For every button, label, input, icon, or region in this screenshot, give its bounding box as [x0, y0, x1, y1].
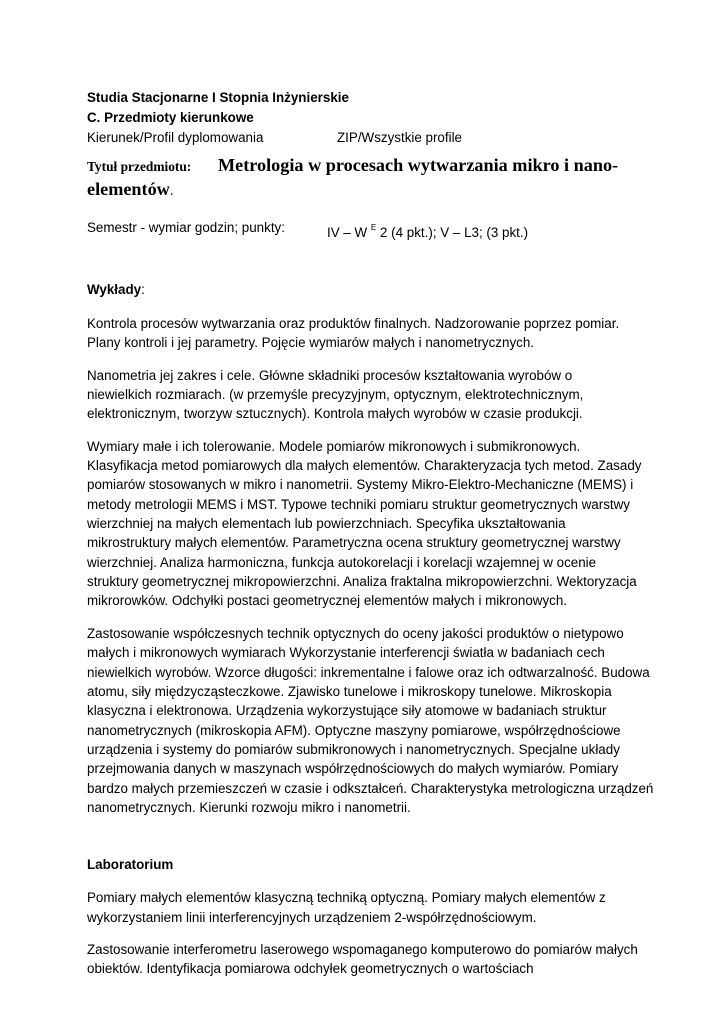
- kierunek-value: ZIP/Wszystkie profile: [337, 130, 463, 145]
- laboratory-heading: Laboratorium: [87, 857, 174, 873]
- course-title: Metrologia w procesach wytwarzania mikro i nano-elementów: [87, 155, 619, 199]
- lecture-paragraph: Zastosowanie współczesnych technik optycznych do oceny jakości produktów o nietypowo małych i mikronowych wymiarach Wykorzystanie interferencji światła w badaniach cech niewielkich wyrobów. Wzorce długości: inkrementalne i falowe oraz ich odtwarzalność. Budowa atomu, siły międzycząsteczkowe. Zjawisko tunelowe i mikroskopy tunelowe. Mikroskopia klasyczna i elektronowa. Urządzenia wykorzystujące siły atomowe w badaniach struktur nanometrycznych (mikroskopia AFM). Optyczne maszyny pomiarowe, współrzędnościowe urządzenia i systemy do pomiarów submikronowych i nanometrycznych. Specjalne układy przejmowania danych w maszynach współrzędnościowych do małych wymiarów. Pomiary bardzo małych przemieszczeń w czasie i odkształceń. Charakterystyka metrologiczna urządzeń nanometrycznych. Kierunki rozwoju mikro i nanometrii.: [87, 625, 654, 815]
- laboratory-paragraph: Pomiary małych elementów klasyczną techniką optyczną. Pomiary małych elementów z wykorzystaniem linii interferencyjnych urządzeniem 2-współrzędnościowym.: [87, 890, 606, 925]
- document-page: [87, 88, 654, 979]
- study-type: Studia Stacjonarne I Stopnia Inżynierskie: [87, 90, 349, 105]
- kierunek-row: [87, 128, 647, 148]
- lecture-paragraph: Wymiary małe i ich tolerowanie. Modele pomiarów mikronowych i submikronowych. Klasyfikacja metod pomiarowych dla małych elementów. Charakteryzacja tych metod. Zasady pomiarów stosowanych w mikro i nanometrii. Systemy Mikro-Elektro-Mechaniczne (MEMS) i metody metrologii MEMS i MST. Typowe techniki pomiaru struktur geometrycznych warstwy wierzchniej na małych elementach lub powierzchniach. Specyfika ukształtowania mikrostruktury małych elementów. Parametryczna ocena struktury geometrycznej warstwy wierzchniej. Analiza harmoniczna, funkcja autokorelacji i korelacji wzajemnej w ocenie struktury geometrycznej mikropowierzchni. Analiza fraktalna mikropowierzchni. Wektoryzacja mikrorowków. Odchyłki postaci geometrycznej elementów małych i mikronowych.: [87, 438, 642, 609]
- semester-row: [87, 218, 647, 243]
- semester-label: Semestr - wymiar godzin; punkty:: [87, 220, 285, 235]
- lecture-paragraph: Nanometria jej zakres i cele. Główne składniki procesów kształtowania wyrobów o niewielkich rozmiarach. (w przemyśle precyzyjnym, optycznym, elektrotechnicznym, elektronicznym, tworzyw sztucznych). Kontrola małych wyrobów w czasie produkcji.: [87, 367, 584, 422]
- semester-value: [327, 218, 528, 243]
- course-title-block: [87, 154, 647, 203]
- kierunek-label: Kierunek/Profil dyplomowania: [87, 130, 264, 145]
- title-label: Tytuł przedmiotu:: [87, 159, 192, 174]
- semester-value-post: 2 (4 pkt.); V – L3; (3 pkt.): [376, 225, 529, 240]
- course-group: C. Przedmioty kierunkowe: [87, 110, 254, 125]
- lectures-heading: [87, 280, 647, 300]
- semester-exam-mark: E: [370, 223, 377, 232]
- lecture-paragraph: Kontrola procesów wytwarzania oraz produktów finalnych. Nadzorowanie poprzez pomiar. Plany kontroli i jej parametry. Pojęcie wymiarów małych i nanometrycznych.: [87, 316, 620, 351]
- lectures-heading-text: Wykłady: [87, 282, 142, 297]
- lectures-heading-colon: :: [141, 282, 145, 297]
- laboratory-paragraph: Zastosowanie interferometru laserowego wspomaganego komputerowo do pomiarów małych obiektów. Identyfikacja pomiarowa odchyłek geometrycznych o wartościach: [87, 941, 638, 977]
- title-period: .: [169, 184, 174, 199]
- semester-value-pre: IV – W: [327, 225, 368, 240]
